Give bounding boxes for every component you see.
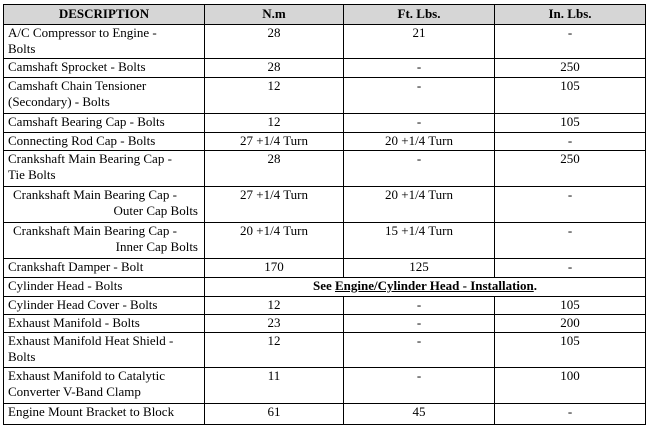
description-cell: [4, 278, 205, 297]
nm-cell: 28: [205, 151, 344, 187]
description-line: Connecting Rod Cap - Bolts: [8, 133, 156, 148]
ft-lbs-cell: 21: [344, 25, 495, 59]
ft-lbs-cell: -: [344, 151, 495, 187]
ft-lbs-cell: -: [344, 59, 495, 78]
table-row: [4, 78, 646, 114]
in-lbs-cell: 105: [495, 333, 646, 368]
in-lbs-cell: 105: [495, 78, 646, 114]
in-lbs-cell: 250: [495, 59, 646, 78]
table-row: [4, 187, 646, 223]
description-cell: [4, 315, 205, 333]
ft-lbs-cell: 15 +1/4 Turn: [344, 223, 495, 259]
in-lbs-cell: -: [495, 223, 646, 259]
ft-lbs-cell: -: [344, 114, 495, 133]
description-cell: [4, 25, 205, 59]
nm-cell: 23: [205, 315, 344, 333]
table-row: [4, 114, 646, 133]
table-row: [4, 333, 646, 368]
description-cell: [4, 223, 205, 259]
in-lbs-cell: -: [495, 25, 646, 59]
description-line: Crankshaft Main Bearing Cap -: [8, 151, 172, 166]
description-cell: [4, 368, 205, 404]
ft-lbs-cell: -: [344, 78, 495, 114]
in-lbs-cell: 100: [495, 368, 646, 404]
description-cell: [4, 59, 205, 78]
ft-lbs-cell: 45: [344, 404, 495, 425]
description-line: Camshaft Sprocket - Bolts: [8, 59, 146, 74]
description-line: Exhaust Manifold Heat Shield -: [8, 333, 174, 348]
ft-lbs-cell: -: [344, 297, 495, 315]
ft-lbs-cell: -: [344, 368, 495, 404]
description-line: Bolts: [8, 349, 36, 364]
nm-cell: 20 +1/4 Turn: [205, 223, 344, 259]
nm-cell: 27 +1/4 Turn: [205, 187, 344, 223]
table-row: [4, 278, 646, 297]
ft-lbs-cell: 125: [344, 259, 495, 278]
header-ft-lbs: Ft. Lbs.: [344, 5, 495, 25]
description-cell: [4, 404, 205, 425]
description-line: Bolts: [8, 41, 36, 56]
in-lbs-cell: -: [495, 133, 646, 151]
in-lbs-cell: -: [495, 259, 646, 278]
in-lbs-cell: 200: [495, 315, 646, 333]
in-lbs-cell: -: [495, 187, 646, 223]
table-row: [4, 25, 646, 59]
description-line: Converter V-Band Clamp: [8, 384, 141, 399]
description-cell: [4, 187, 205, 223]
nm-cell: 61: [205, 404, 344, 425]
description-cell: [4, 78, 205, 114]
see-period: .: [533, 278, 538, 293]
ft-lbs-cell: -: [344, 333, 495, 368]
table-row: [4, 368, 646, 404]
table-row: [4, 151, 646, 187]
description-line: Crankshaft Main Bearing Cap -: [13, 187, 177, 202]
nm-cell: 11: [205, 368, 344, 404]
description-line: Camshaft Bearing Cap - Bolts: [8, 114, 165, 129]
see-reference-cell: [205, 278, 646, 297]
description-line: Camshaft Chain Tensioner: [8, 78, 147, 93]
table-row: [4, 223, 646, 259]
nm-cell: 12: [205, 333, 344, 368]
description-line: Inner Cap Bolts: [115, 239, 198, 254]
table-row: [4, 59, 646, 78]
header-nm: N.m: [205, 5, 344, 25]
table-row: [4, 404, 646, 425]
nm-cell: 27 +1/4 Turn: [205, 133, 344, 151]
nm-cell: 12: [205, 297, 344, 315]
cylinder-head-installation-link[interactable]: Engine/Cylinder Head - Installation: [335, 278, 534, 293]
header-in-lbs: In. Lbs.: [495, 5, 646, 25]
description-line: Tie Bolts: [8, 167, 56, 182]
table-row: [4, 259, 646, 278]
table-row: [4, 315, 646, 333]
nm-cell: 12: [205, 114, 344, 133]
nm-cell: 170: [205, 259, 344, 278]
description-line: Outer Cap Bolts: [113, 203, 198, 218]
description-cell: [4, 114, 205, 133]
description-cell: [4, 259, 205, 278]
description-cell: [4, 151, 205, 187]
nm-cell: 28: [205, 25, 344, 59]
in-lbs-cell: 105: [495, 114, 646, 133]
torque-spec-table: [3, 4, 646, 425]
description-cell: [4, 333, 205, 368]
header-row: [4, 5, 646, 25]
in-lbs-cell: 105: [495, 297, 646, 315]
ft-lbs-cell: -: [344, 315, 495, 333]
header-description: DESCRIPTION: [4, 5, 205, 25]
in-lbs-cell: 250: [495, 151, 646, 187]
description-line: Cylinder Head Cover - Bolts: [8, 297, 158, 312]
table-row: [4, 133, 646, 151]
description-line: Cylinder Head - Bolts: [8, 278, 123, 293]
in-lbs-cell: -: [495, 404, 646, 425]
description-cell: [4, 133, 205, 151]
description-line: Crankshaft Damper - Bolt: [8, 259, 144, 274]
ft-lbs-cell: 20 +1/4 Turn: [344, 187, 495, 223]
description-line: (Secondary) - Bolts: [8, 94, 110, 109]
description-line: Engine Mount Bracket to Block: [8, 404, 175, 419]
nm-cell: 12: [205, 78, 344, 114]
nm-cell: 28: [205, 59, 344, 78]
description-line: Exhaust Manifold to Catalytic: [8, 368, 166, 383]
description-line: Exhaust Manifold - Bolts: [8, 315, 140, 330]
ft-lbs-cell: 20 +1/4 Turn: [344, 133, 495, 151]
description-cell: [4, 297, 205, 315]
table-row: [4, 297, 646, 315]
see-label: See: [312, 278, 332, 293]
description-line: A/C Compressor to Engine -: [8, 25, 157, 40]
description-line: Crankshaft Main Bearing Cap -: [13, 223, 177, 238]
